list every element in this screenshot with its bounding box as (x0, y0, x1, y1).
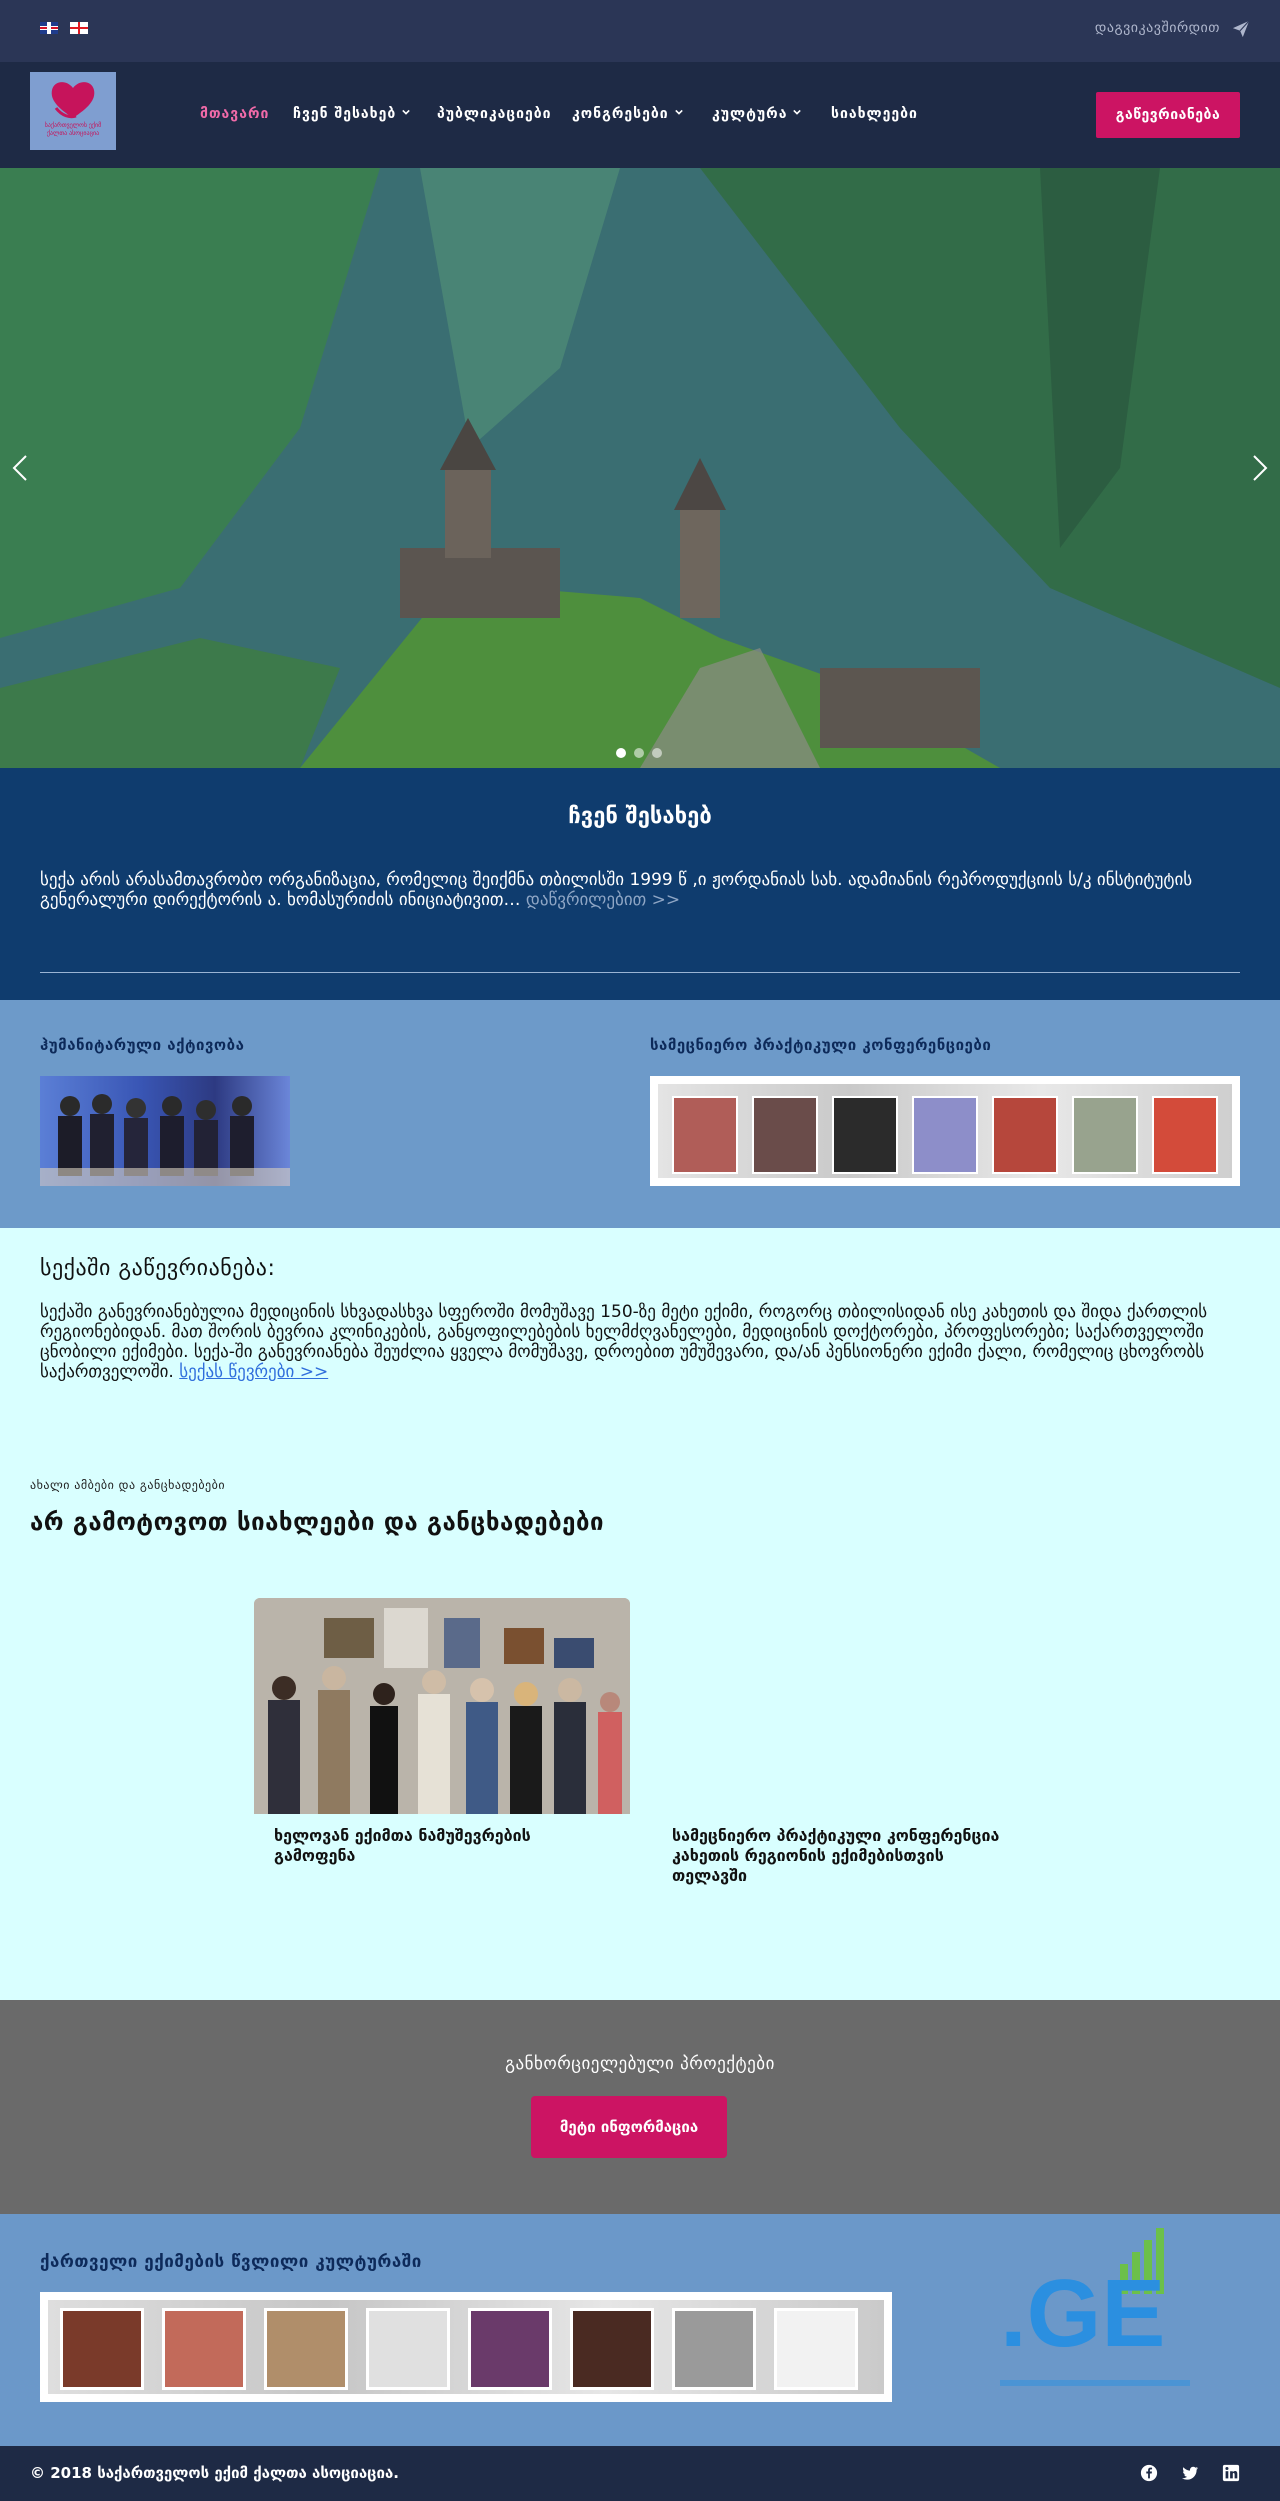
conference-thumb[interactable] (672, 1096, 738, 1174)
artwork-thumb[interactable] (162, 2308, 246, 2390)
conference-thumb[interactable] (752, 1096, 818, 1174)
hero-landscape-image (0, 168, 1280, 768)
projects-section (0, 2000, 1280, 2214)
ge-logo-text: .GE (1000, 2260, 1166, 2367)
artwork-thumb[interactable] (468, 2308, 552, 2390)
ge-underline (1000, 2380, 1190, 2386)
artwork-thumb[interactable] (60, 2308, 144, 2390)
membership-title: სექაში გაწევრიანება: (40, 1256, 276, 1281)
members-link[interactable]: სექას წევრები >> (179, 1362, 329, 1382)
nav-item-congresses[interactable] (572, 106, 683, 122)
site-logo[interactable] (30, 72, 116, 150)
slider-prev-arrow-icon[interactable] (8, 452, 32, 484)
twitter-icon[interactable] (1181, 2464, 1199, 2482)
about-text-body: სექა არის არასამთავრობო ორგანიზაცია, რომელიც შეიქმნა თბილისში 1999 წ ,ი ჟორდანიას სახ. ადამიანის რეპროდუქციის ს/კ ინსტიტუტის გენერალური დირექტორის ა. ხომასურიძის ინიციატივით… (40, 870, 1193, 910)
conference-thumb[interactable] (832, 1096, 898, 1174)
footer (0, 2446, 1280, 2501)
humanitarian-title: ჰუმანიტარული აქტივობა (40, 1036, 245, 1054)
conferences-gallery-track (658, 1084, 1232, 1178)
main-navbar (0, 62, 1280, 168)
artwork-thumb[interactable] (366, 2308, 450, 2390)
nav-item-congresses-label: კონგრესები (572, 106, 669, 122)
artwork-thumb[interactable] (570, 2308, 654, 2390)
activities-section (0, 1000, 1280, 1228)
linkedin-icon[interactable] (1222, 2464, 1240, 2482)
more-info-button[interactable]: მეტი ინფორმაცია (531, 2096, 727, 2158)
chevron-down-icon (402, 108, 410, 116)
projects-title: განხორციელებული პროექტები (505, 2054, 775, 2074)
english-flag-icon[interactable] (40, 22, 58, 34)
copyright-text: © 2018 საქართველოს ექიმ ქალთა ასოციაცია. (30, 2464, 399, 2482)
exhibition-photo-image (254, 1598, 630, 1814)
artwork-thumb[interactable] (264, 2308, 348, 2390)
conferences-title: სამეცნიერო პრაქტიკული კონფერენციები (650, 1036, 992, 1054)
top-bar (0, 0, 1280, 62)
slider-dot-1[interactable] (616, 748, 626, 758)
about-text (40, 870, 1240, 910)
slider-dot-3[interactable] (652, 748, 662, 758)
nav-item-about-label: ჩვენ შესახებ (293, 106, 397, 122)
about-more-link[interactable]: დაწვრილებით >> (525, 890, 681, 910)
about-divider (40, 972, 1240, 973)
chevron-down-icon (675, 108, 683, 116)
conference-thumb[interactable] (1072, 1096, 1138, 1174)
paper-plane-icon[interactable] (1232, 20, 1250, 38)
news-kicker: ახალი ამბები და განცხადებები (30, 1478, 226, 1492)
about-section (0, 768, 1280, 1000)
culture-title: ქართველი ექიმების წვლილი კულტურაში (40, 2252, 422, 2272)
membership-text (40, 1302, 1240, 1382)
news-card-title[interactable]: სამეცნიერო პრაქტიკული კონფერენცია კახეთის რეგიონის ექიმებისთვის თელავში (672, 1826, 1000, 1885)
nav-item-news[interactable]: სიახლეები (831, 106, 918, 122)
news-card-image[interactable] (254, 1598, 630, 1814)
conferences-gallery[interactable] (650, 1076, 1240, 1186)
nav-item-culture[interactable] (712, 106, 801, 122)
conference-thumb[interactable] (912, 1096, 978, 1174)
culture-gallery-track (48, 2300, 884, 2394)
membership-text-body: სექაში განევრიანებულია მედიცინის სხვადასხვა სფეროში მომუშავე 150-ზე მეტი ექიმი, როგორც თბილისიდან ისე კახეთის და შიდა ქართლის რეგიონებიდან. მათ შორის ბევრია კლინიკების, განყოფილებების ხელმძღვანელები, მედიცინის დოქტორები, პროფესორები; საქართველოში ცნობილი ექიმები. სექა-ში განევრიანება შეუძლია ყველა მომუშავე, დროებით უმუშევარი, და/ან პენსიონერი ექიმი ქალი, რომელიც ცხოვრობს საქართველოში. (40, 1302, 1208, 1382)
nav-item-home[interactable]: მთავარი (200, 106, 270, 122)
dot-ge-logo[interactable] (990, 2204, 1200, 2404)
hero-slider (0, 168, 1280, 768)
slider-dot-2[interactable] (634, 748, 644, 758)
humanitarian-photo[interactable] (40, 1076, 290, 1186)
join-button[interactable]: გაწევრიანება (1096, 92, 1240, 138)
georgian-flag-icon[interactable] (70, 22, 88, 34)
culture-gallery[interactable] (40, 2292, 892, 2402)
conference-thumb[interactable] (1152, 1096, 1218, 1174)
nav-item-about[interactable] (293, 106, 410, 122)
group-photo-image (40, 1076, 290, 1186)
logo-text: საქართველოს ექიმ ქალთა ასოციაცია (44, 122, 102, 137)
about-title: ჩვენ შესახებ (568, 804, 712, 829)
contact-link[interactable]: დაგვიკავშირდით (1094, 20, 1220, 36)
nav-item-culture-label: კულტურა (712, 106, 788, 122)
news-card-title[interactable]: ხელოვან ექიმთა ნამუშევრების გამოფენა (274, 1826, 531, 1865)
heart-logo-icon (48, 78, 98, 122)
artwork-thumb[interactable] (774, 2308, 858, 2390)
facebook-icon[interactable] (1140, 2464, 1158, 2482)
news-heading: არ გამოტოვოთ სიახლეები და განცხადებები (30, 1508, 604, 1536)
slider-next-arrow-icon[interactable] (1248, 452, 1272, 484)
artwork-thumb[interactable] (672, 2308, 756, 2390)
chevron-down-icon (793, 108, 801, 116)
nav-item-publications[interactable]: პუბლიკაციები (437, 106, 552, 122)
conference-thumb[interactable] (992, 1096, 1058, 1174)
